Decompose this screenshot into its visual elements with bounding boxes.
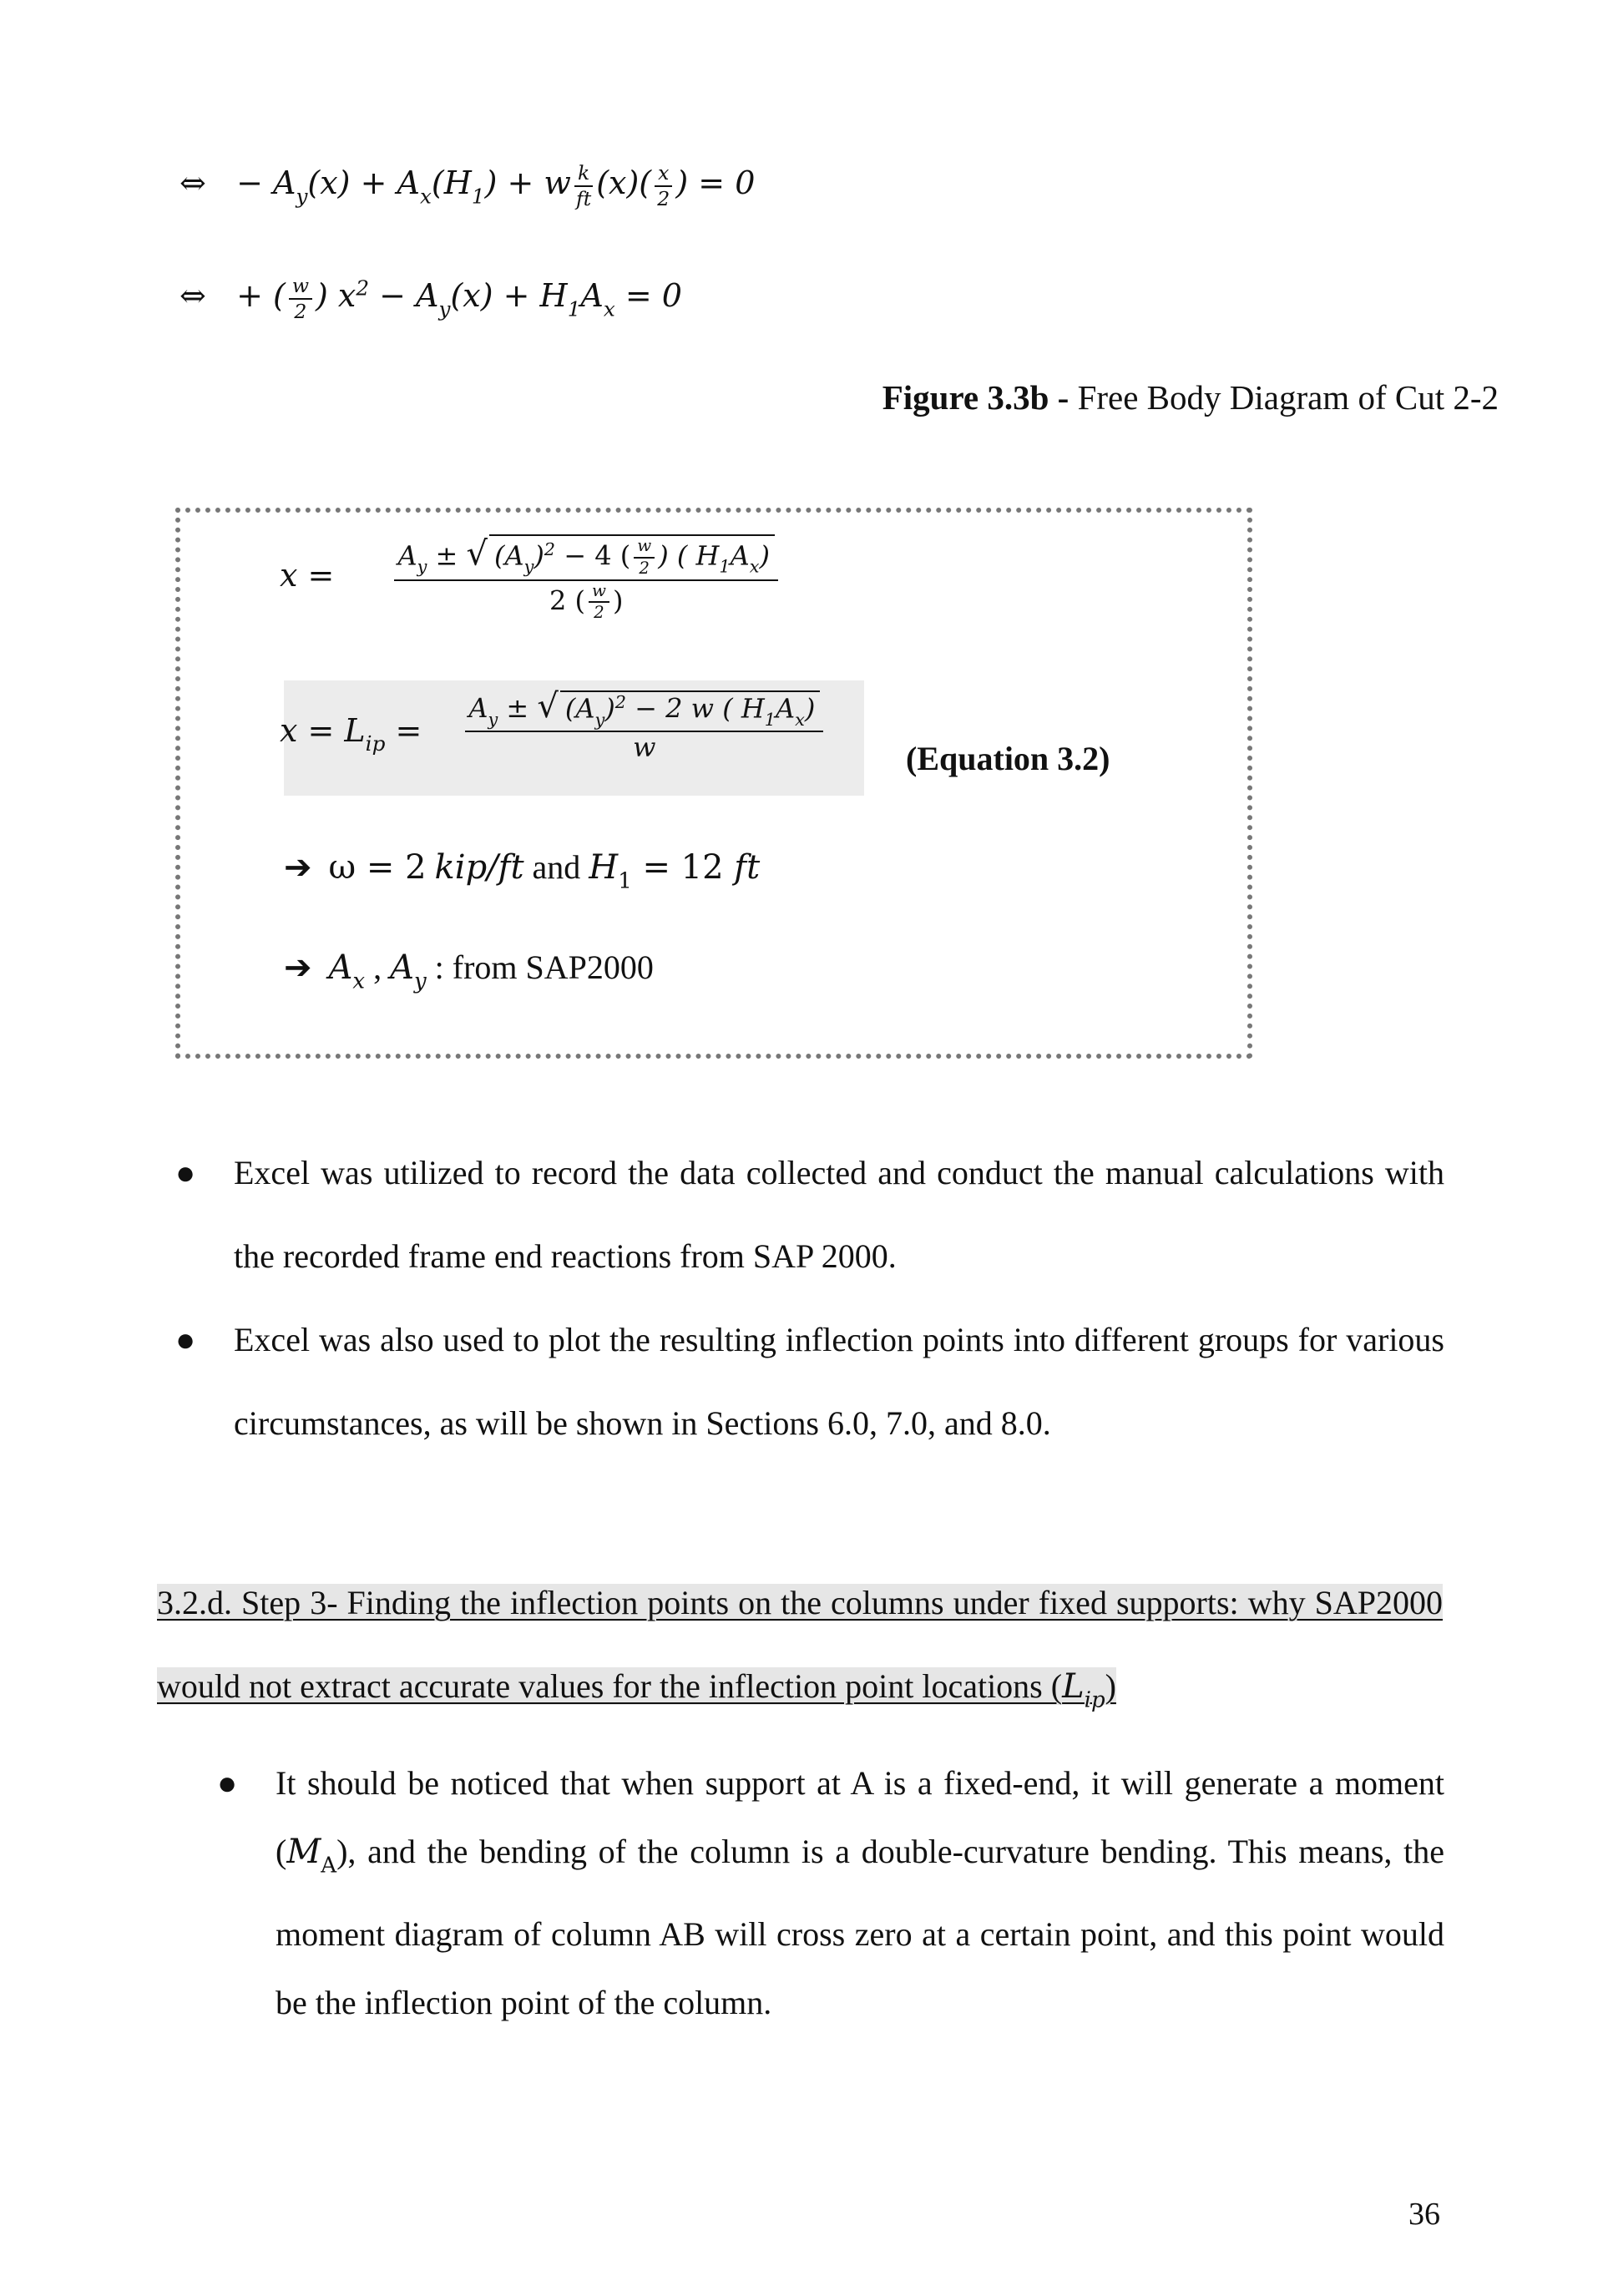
equivalence-arrow: ⇔ [180,164,206,202]
list-item: ● Excel was utilized to record the data collected and conduct the manual calculations with the recorded frame end reactions from SAP 2000. [175,1131,1444,1298]
note-omega-h1: ➔ ω = 2 kip/ft and $H_1 = 12$ ft [284,848,761,894]
list-item: ● It should be noticed that when support at A is a fixed-end, it will generate a moment $(M_A)$, and the bending of the column is a double-curvature bending. This means, the moment diagram of column AB will cross zero at a certain point, and this point would be the inflection point of the column. [217,1749,1444,2037]
note-reactions-source: ➔ $A_x$ , $A_y$ : from SAP2000 [284,948,654,994]
equation-line-2: ⇔ + ( $\frac{w}{2}$ ) $x^2 - A_y(x) + H_1A_x = 0$ [180,274,682,323]
equation-line-1: ⇔ − $A_y(x) + A_x(H_1) + w$ $\frac{k}{ft}$ (x)( $\frac{x}{2}$ ) = 0 [180,161,756,210]
quadratic-fraction: $A_y$ ± √ $(A_y)^2 - 4$ ( $\frac{w}{2}$ ) ( $H_1A_x$) 2 ( $\frac{w}{2}$ ) [394,534,778,622]
radicand: $(A_y)^2 - 4$ ( $\frac{w}{2}$ ) ( $H_1A_x$) [489,534,775,578]
radicand: $(A_y)^2 - 2$ w ( $H_1A_x$) [560,690,820,730]
bullet-icon: ● [217,1764,238,1802]
fraction-k-ft: $\frac{k}{ft}$ [574,163,593,209]
excel-bullet-list [175,1131,1444,1465]
page-number: 36 [1408,2197,1440,2232]
section-heading: 3.2.d. Step 3- Finding the inflection points on the columns under fixed supports: why SAP2000 would not extract accurate values for the inflection point locations $(L_{ip})$ [157,1584,1443,1713]
inflection-fraction: $\frac{A_y \pm √ (A_y)^2 - 2 w ( H_1A_x)}{w}$ [465,689,823,762]
fixed-support-bullet-list [217,1749,1444,2037]
sqrt-sign: √ [537,687,559,726]
inflection-point-formula: $x = L_{ip}$ = $\frac{A_y \pm √ (A_y)^2 - 2 w ( H_1A_x)}{w}$ [280,689,827,762]
sqrt-sign: √ [466,534,488,574]
right-arrow-icon: ➔ [284,848,312,886]
right-arrow-icon: ➔ [284,948,312,986]
fraction-x-2: $\frac{x}{2}$ [655,163,672,209]
figure-caption: Figure 3.3b - Free Body Diagram of Cut 2-2 [882,378,1499,417]
bullet-icon: ● [175,1154,196,1191]
fraction-w-2: $\frac{w}{2}$ [289,276,312,321]
equivalence-arrow: ⇔ [180,277,206,315]
bullet-icon: ● [175,1321,196,1358]
quadratic-formula: x = $A_y$ ± √ $(A_y)^2 - 4$ ( $\frac{w}{2}$ ) ( $H_1A_x$) 2 ( $\frac{w}{2}$ ) [280,534,781,622]
equation-label: (Equation 3.2) [906,740,1110,777]
list-item: ● Excel was also used to plot the resulting inflection points into different groups for various circumstances, as will be shown in Sections 6.0, 7.0, and 8.0. [175,1298,1444,1465]
